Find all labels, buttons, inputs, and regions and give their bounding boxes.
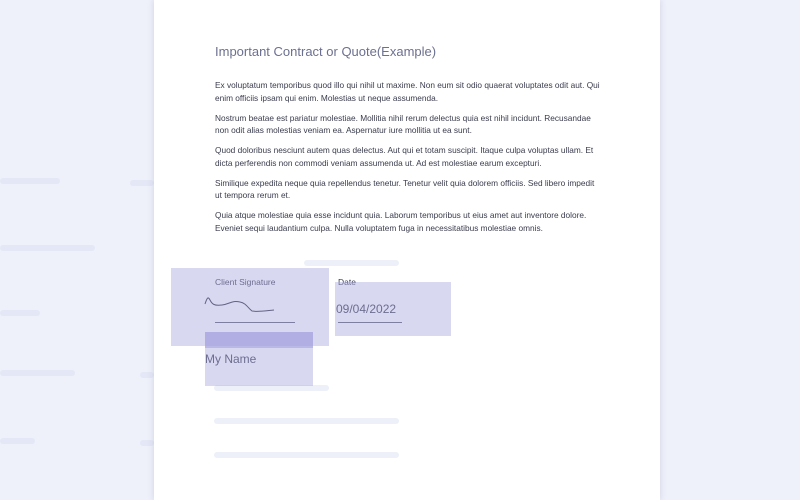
document-body — [215, 79, 600, 242]
paragraph: Nostrum beatae est pariatur molestiae. Mollitia nihil rerum delectus quia est nihil incidunt. Recusandae non odit alias molestias veniam ea. Aspernatur iure mollitia ut ea sunt. — [215, 112, 591, 135]
document-title: Important Contract or Quote(Example) — [215, 44, 437, 59]
paragraph: Quod doloribus nesciunt autem quas delectus. Aut qui et totam suscipit. Itaque culpa voluptas ullam. Et dicta perferendis non commodi veniam assumenda ut. Ad est molestiae earum excepturi. — [215, 145, 594, 168]
date-value: 09/04/2022 — [336, 302, 397, 316]
name-field-handle[interactable] — [205, 332, 313, 348]
client-signature-label: Client Signature — [215, 277, 276, 287]
document-page — [154, 0, 660, 500]
paragraph: Quia atque molestiae quia esse incidunt quia. Laborum temporibus ut eius amet aut inventore dolore. Eveniet sequi laudantium culpa. Nulla voluptatem fuga in necessitatibus molestiae omnis. — [215, 210, 587, 233]
date-label: Date — [338, 277, 356, 287]
paragraph: Ex voluptatum temporibus quod illo qui nihil ut maxime. Non eum sit odio quaerat voluptates odit aut. Qui enim officiis ipsam qui enim. Molestias ut neque assumenda. — [215, 80, 600, 103]
date-field-box[interactable] — [335, 282, 451, 336]
paragraph: Similique expedita neque quia repellendus tenetur. Tenetur velit quia dolorem officiis. Sed libero impedit ut tempora rerum et. — [215, 177, 595, 200]
name-value: My Name — [205, 352, 257, 366]
